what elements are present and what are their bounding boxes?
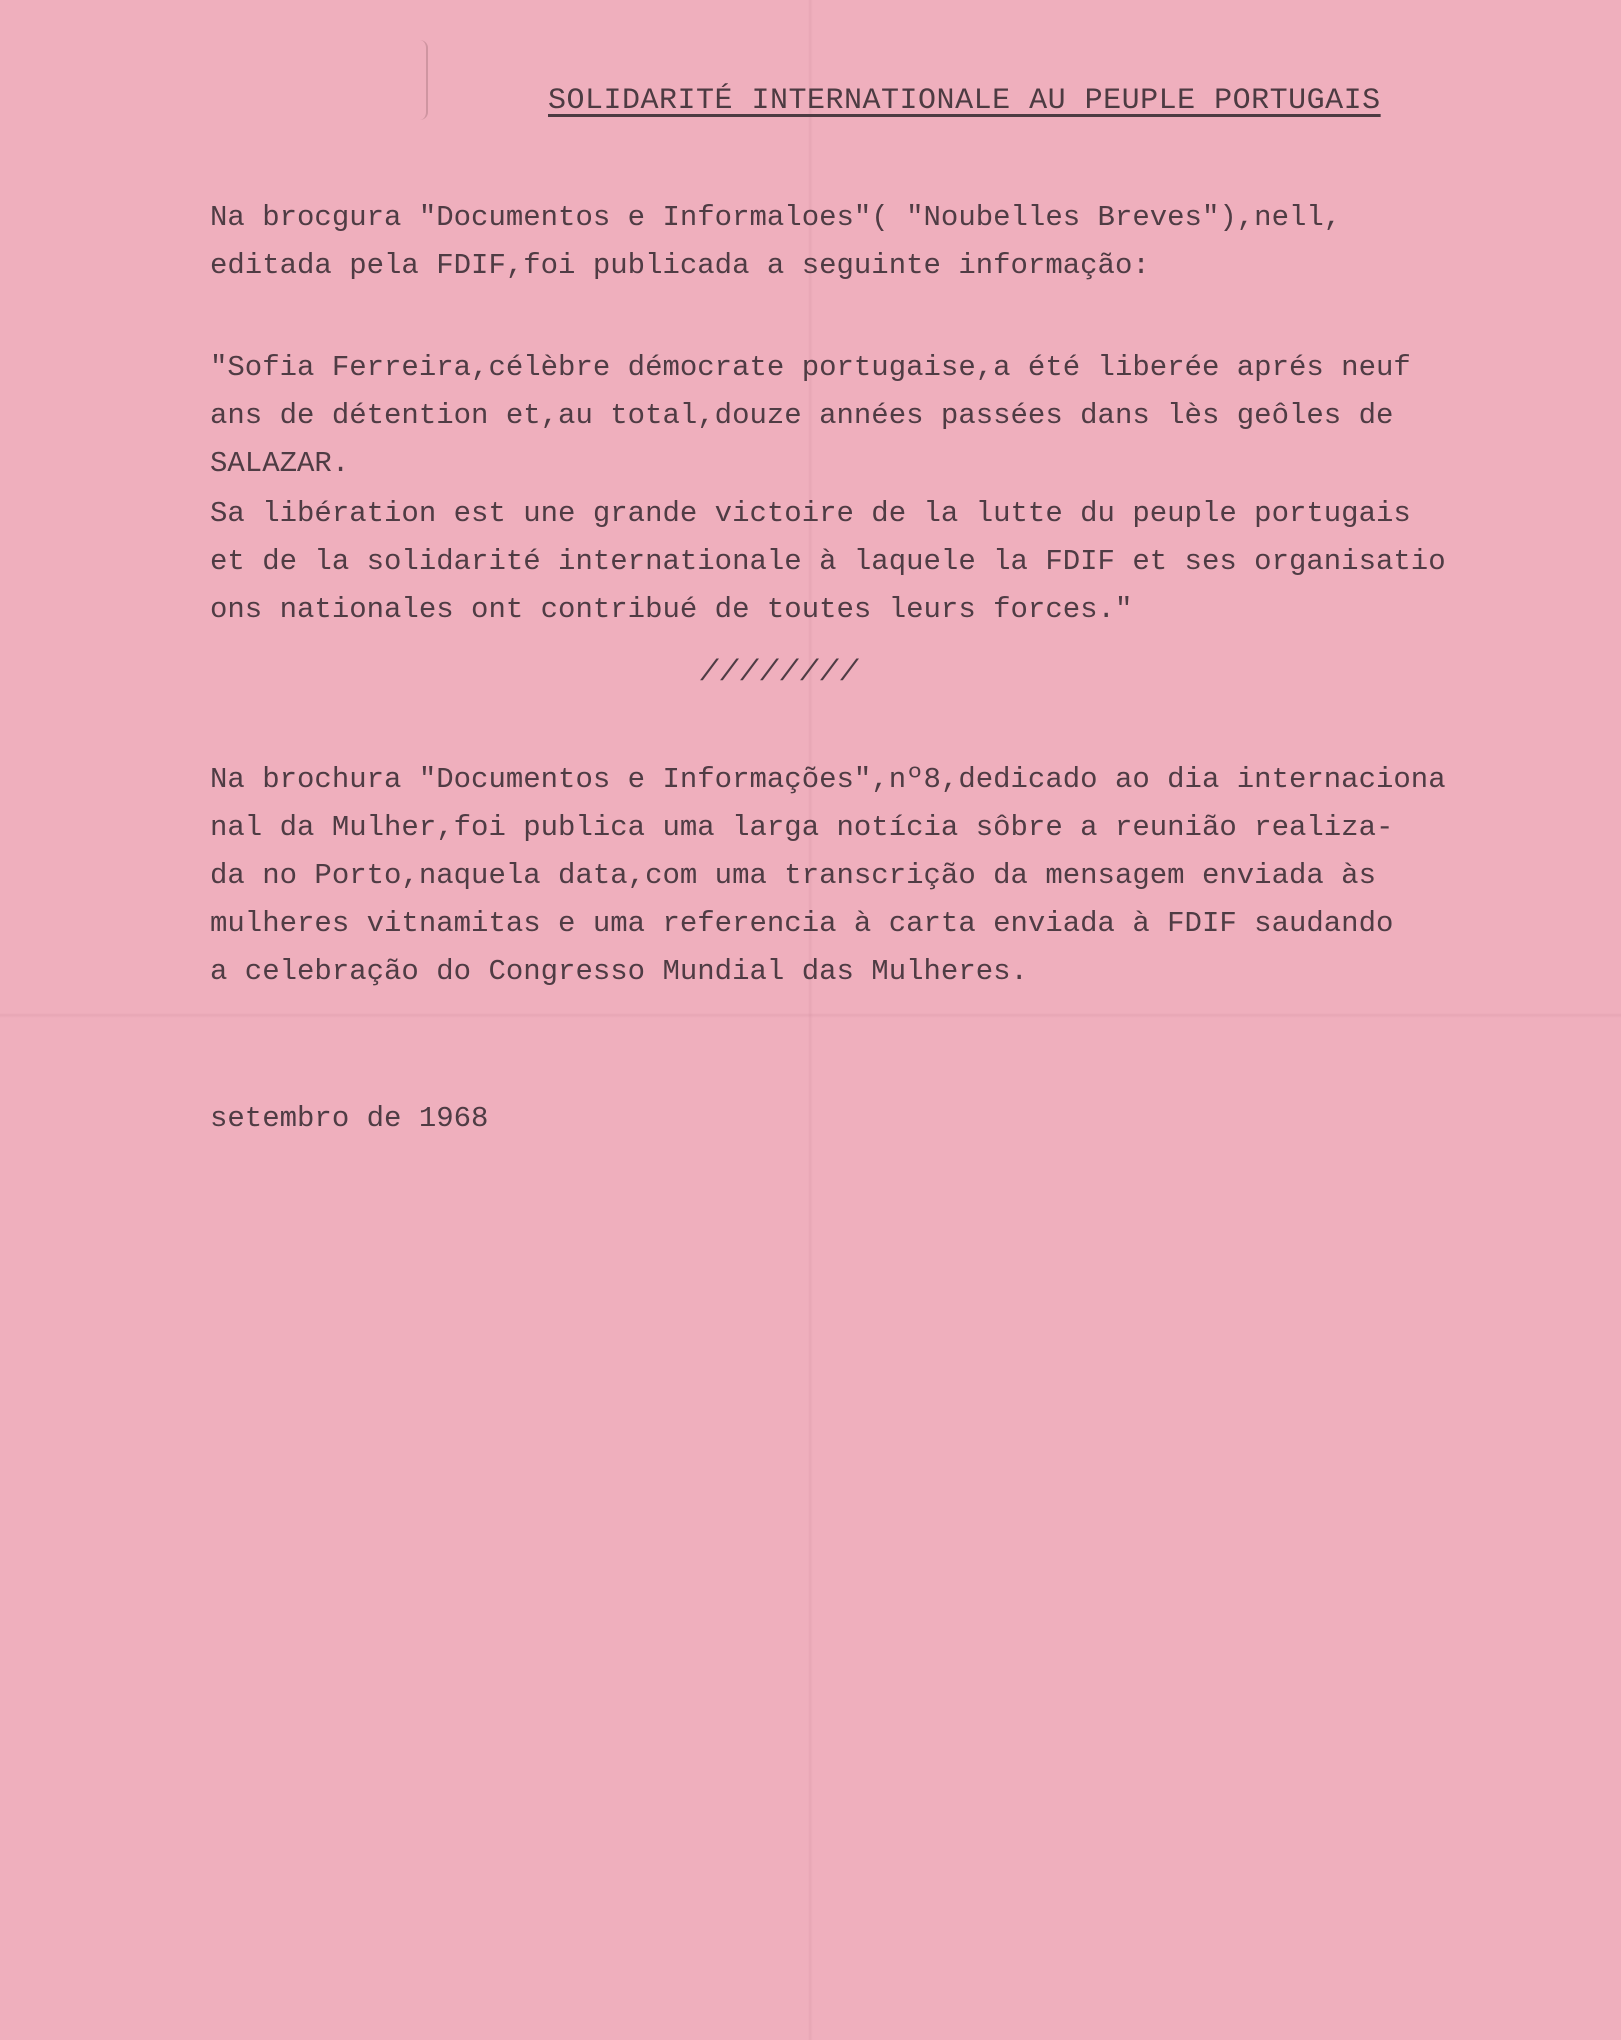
paper-fold-mark	[420, 40, 428, 120]
second-paragraph: Na brochura "Documentos e Informações",nº8,dedicado ao dia internaciona nal da Mulher,foi publica uma larga notícia sôbre a reunião realiza- da no Porto,naquela data,com uma transcrição da mensagem enviada às mulheres vitnamitas e uma referencia à carta enviada à FDIF saudando a celebração do Congresso Mundial das Mulheres.	[210, 763, 1446, 988]
quote-paragraph-2: Sa libération est une grande victoire de la lutte du peuple portugais et de la solidarité internationale à laquele la FDIF et ses organisatio ons nationales ont contribué de toutes leurs forces."	[210, 497, 1446, 626]
document-date: setembro de 1968	[210, 1102, 489, 1135]
section-separator: ////////	[700, 656, 861, 690]
document-title: SOLIDARITÉ INTERNATIONALE AU PEUPLE PORTUGAIS	[548, 84, 1381, 118]
intro-paragraph: Na brocgura "Documentos e Informaloes"( "Noubelles Breves"),nell, editada pela FDIF,foi publicada a seguinte informação:	[210, 201, 1342, 282]
quote-paragraph-1: "Sofia Ferreira,célèbre démocrate portugaise,a été liberée aprés neuf ans de détention et,au total,douze années passées dans lès geôles de SALAZAR.	[210, 351, 1411, 480]
